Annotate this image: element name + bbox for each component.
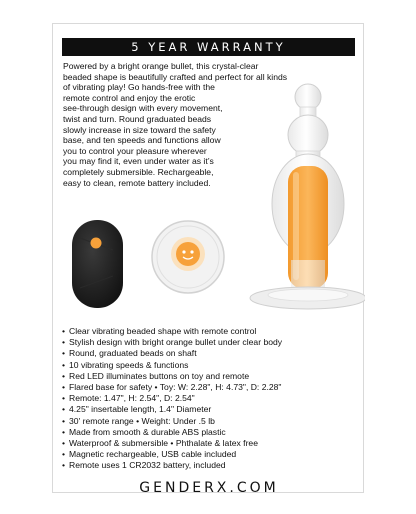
remote-control-image xyxy=(72,220,123,308)
description-line: completely submersible. Rechargeable, xyxy=(63,166,214,177)
website-url: GENDERX.COM xyxy=(139,480,279,496)
feature-item: • Remote uses 1 CR2032 battery, included xyxy=(62,460,362,471)
description-line: beaded shape is beautifully crafted and perfect for all kinds xyxy=(63,71,288,82)
warranty-banner: 5 YEAR WARRANTY xyxy=(62,38,355,56)
description-line: you may find it, even under water as it’s xyxy=(63,156,214,167)
feature-item: • 30' remote range • Weight: Under .5 lb xyxy=(62,416,362,427)
description-line: twist and turn. Round graduated beads xyxy=(63,113,212,124)
product-card xyxy=(52,23,364,496)
feature-item: • Flared base for safety • Toy: W: 2.28", H: 4.73", D: 2.28" xyxy=(62,382,362,393)
feature-item: • Magnetic rechargeable, USB cable included xyxy=(62,449,362,460)
feature-item: • Clear vibrating beaded shape with remote control xyxy=(62,326,362,337)
description-line: base, and ten speeds and functions allow xyxy=(63,135,221,146)
description-line: slowly increase in size toward the safety xyxy=(63,124,216,135)
description-line: Powered by a bright orange bullet, this crystal-clear xyxy=(63,61,259,71)
description-line: you to control your pleasure wherever xyxy=(63,145,207,156)
remote-button-icon xyxy=(91,238,102,249)
feature-item: • 10 vibrating speeds & functions xyxy=(62,360,362,371)
description-line: easy to clean, remote battery included. xyxy=(63,177,211,188)
feature-item: • Waterproof & submersible • Phthalate & latex free xyxy=(62,438,362,449)
base-top-view-image xyxy=(152,221,224,293)
toy-side-view-image xyxy=(250,84,365,309)
feature-item: • 4.25" insertable length, 1.4" Diameter xyxy=(62,404,362,415)
description-line: of vibrating play! Go hands-free with the xyxy=(63,82,215,93)
product-illustrations xyxy=(53,24,365,324)
feature-item: • Stylish design with bright orange bullet under clear body xyxy=(62,337,362,348)
feature-list xyxy=(62,326,362,472)
feature-item: • Remote: 1.47", H: 2.54", D: 2.54" xyxy=(62,393,362,404)
feature-item: • Red LED illuminates buttons on toy and remote xyxy=(62,371,362,382)
description-line: see-through design with every movement, xyxy=(63,103,223,114)
description-line: remote control and enjoy the erotic xyxy=(63,92,196,103)
feature-item: • Made from smooth & durable ABS plastic xyxy=(62,427,362,438)
feature-item: • Round, graduated beads on shaft xyxy=(62,348,362,359)
